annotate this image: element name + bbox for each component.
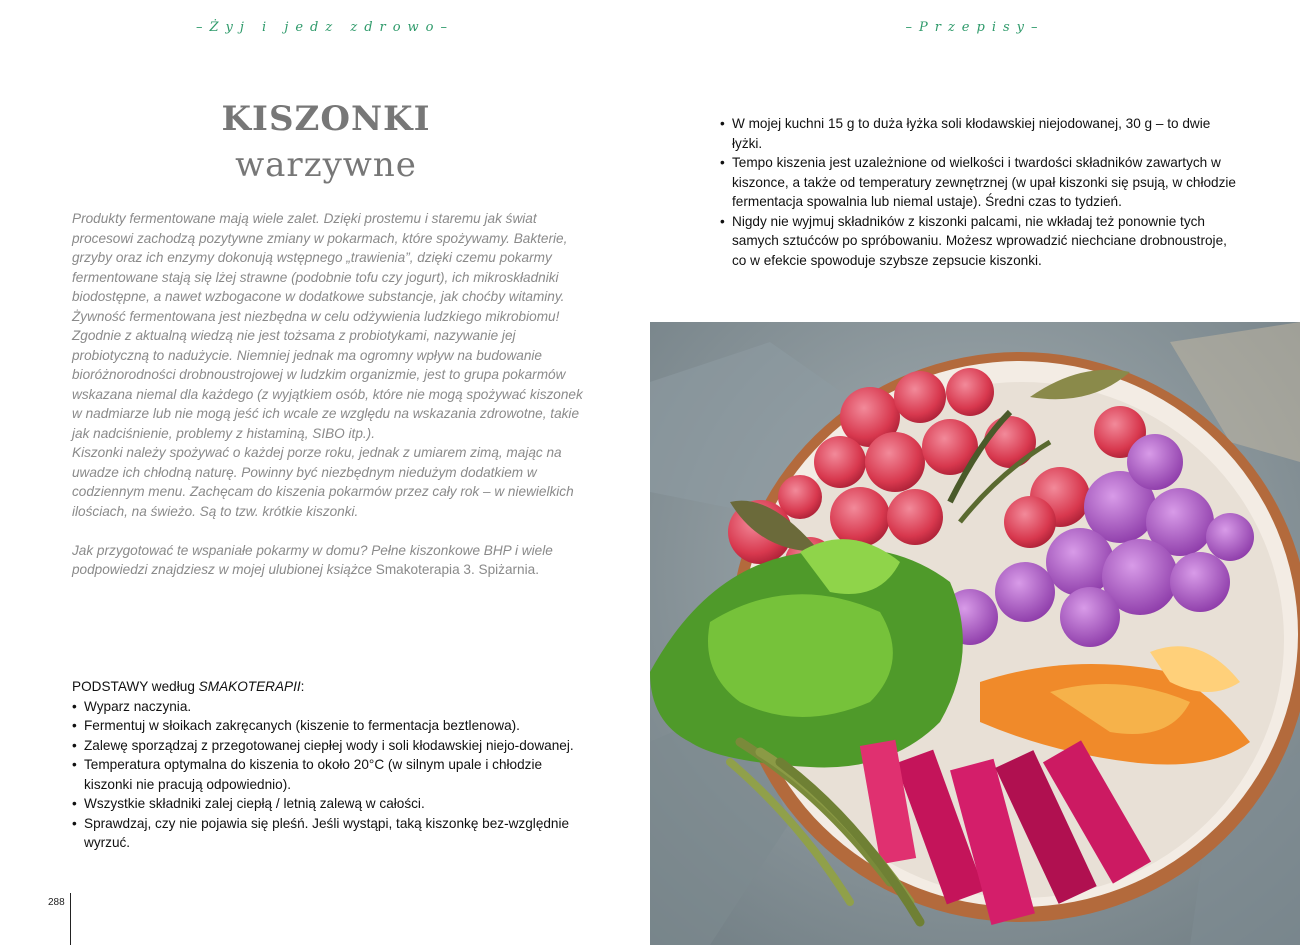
running-header-right: –Przepisy–	[905, 20, 1045, 35]
basics-heading-suffix: :	[300, 679, 305, 694]
tip-item: • W mojej kuchni 15 g to duża łyżka soli kłodawskiej niejodowanej, 30 g – to dwie łyżki.	[720, 114, 1240, 153]
basics-item: • Fermentuj w słoikach zakręcanych (kiszenie to fermentacja beztlenowa).	[72, 716, 592, 736]
tip-item: • Nigdy nie wyjmuj składników z kiszonki palcami, nie wkładaj też ponownie tych samych sztućców po spróbowaniu. Możesz wprowadzić niechciane drobnoustroje, co w efekcie spowoduje szybsze zepsucie kiszonki.	[720, 212, 1240, 271]
page-number-rule	[70, 893, 71, 945]
basics-list	[72, 697, 592, 853]
intro-paragraph-1: Produkty fermentowane mają wiele zalet. Dzięki prostemu i staremu jak świat procesowi zachodzą pozytywne zmiany w pokarmach, które spożywamy. Bakterie, grzyby oraz ich enzymy dokonują wstępnego „trawienia”, dzięki czemu pokarmy fermentowane stają się lżej strawne (podobnie tofu czy jogurt), ich mikroskładniki biodostępne, a nawet wzbogacone w dodatkowe substancje, jak choćby witaminy. Żywność fermentowana jest niezbędna w celu odżywienia ludzkiego mikrobiomu! Zgodnie z aktualną wiedzą nie jest tożsama z probiotykami, nazywanie jej probiotyczną to nadużycie. Niemniej jednak ma ogromny wpływ na budowanie bioróżnorodności drobnoustrojowej w ludzkim organizmie, jest to grupa pokarmów wskazana niemal dla każdego (z wyjątkiem osób, które nie mogą spożywać kiszonek w nadmiarze lub nie mogą jeść ich wcale ze względu na wskazania zdrowotne, takie jak nadciśnienie, problemy z histaminą, SIBO itp.).	[72, 211, 583, 441]
basics-item: • Wszystkie składniki zalej ciepłą / letnią zalewą w całości.	[72, 794, 592, 814]
tip-item: • Tempo kiszenia jest uzależnione od wielkości i twardości składników zawartych w kiszonce, a także od temperatury zewnętrznej (w upał kiszonki się psują, w chłodzie fermentacja spowalnia lub niemal ustaje). Średni czas to tydzień.	[720, 153, 1240, 212]
basics-heading-prefix: PODSTAWY według	[72, 679, 199, 694]
intro-question	[72, 541, 592, 580]
tips-list	[720, 114, 1240, 270]
recipe-title	[176, 96, 476, 188]
basics-heading-book: SMAKOTERAPII	[198, 679, 301, 694]
title-line-1: KISZONKI	[221, 99, 431, 139]
basics-heading	[72, 677, 592, 697]
basics-section	[72, 677, 592, 853]
basics-item: • Wyparz naczynia.	[72, 697, 592, 717]
intro-paragraph-2: Kiszonki należy spożywać o każdej porze roku, jednak z umiarem zimą, mając na uwadze ich chłodną naturę. Powinny być niezbędnym niedużym dodatkiem w codziennym menu. Zachęcam do kiszenia pokarmów przez cały rok – w niewielkich ilościach, na świeżo. Są to tzw. krótkie kiszonki.	[72, 445, 574, 519]
intro-text	[72, 209, 592, 580]
running-header-left: –Żyj i jedz zdrowo–	[195, 20, 455, 35]
basics-item: • Zalewę sporządzaj z przegotowanej ciepłej wody i soli kłodawskiej niejo-dowanej.	[72, 736, 592, 756]
pickled-vegetables-photo	[650, 322, 1300, 945]
intro-book-title: Smakoterapia 3. Spiżarnia.	[375, 562, 539, 577]
basics-item: • Temperatura optymalna do kiszenia to około 20°C (w silnym upale i chłodzie kiszonki nie pracują odpowiednio).	[72, 755, 592, 794]
bowl-illustration	[650, 322, 1300, 945]
right-page	[650, 0, 1300, 945]
basics-item: • Sprawdzaj, czy nie pojawia się pleśń. Jeśli wystąpi, taką kiszonkę bez-względnie wyrzuć.	[72, 814, 592, 853]
page-number: 288	[48, 897, 65, 908]
title-line-2: warzywne	[235, 145, 417, 185]
intro-question-text: Jak przygotować te wspaniałe pokarmy w domu? Pełne kiszonkowe BHP i wiele podpowiedzi znajdziesz w mojej ulubionej książce	[72, 542, 553, 577]
